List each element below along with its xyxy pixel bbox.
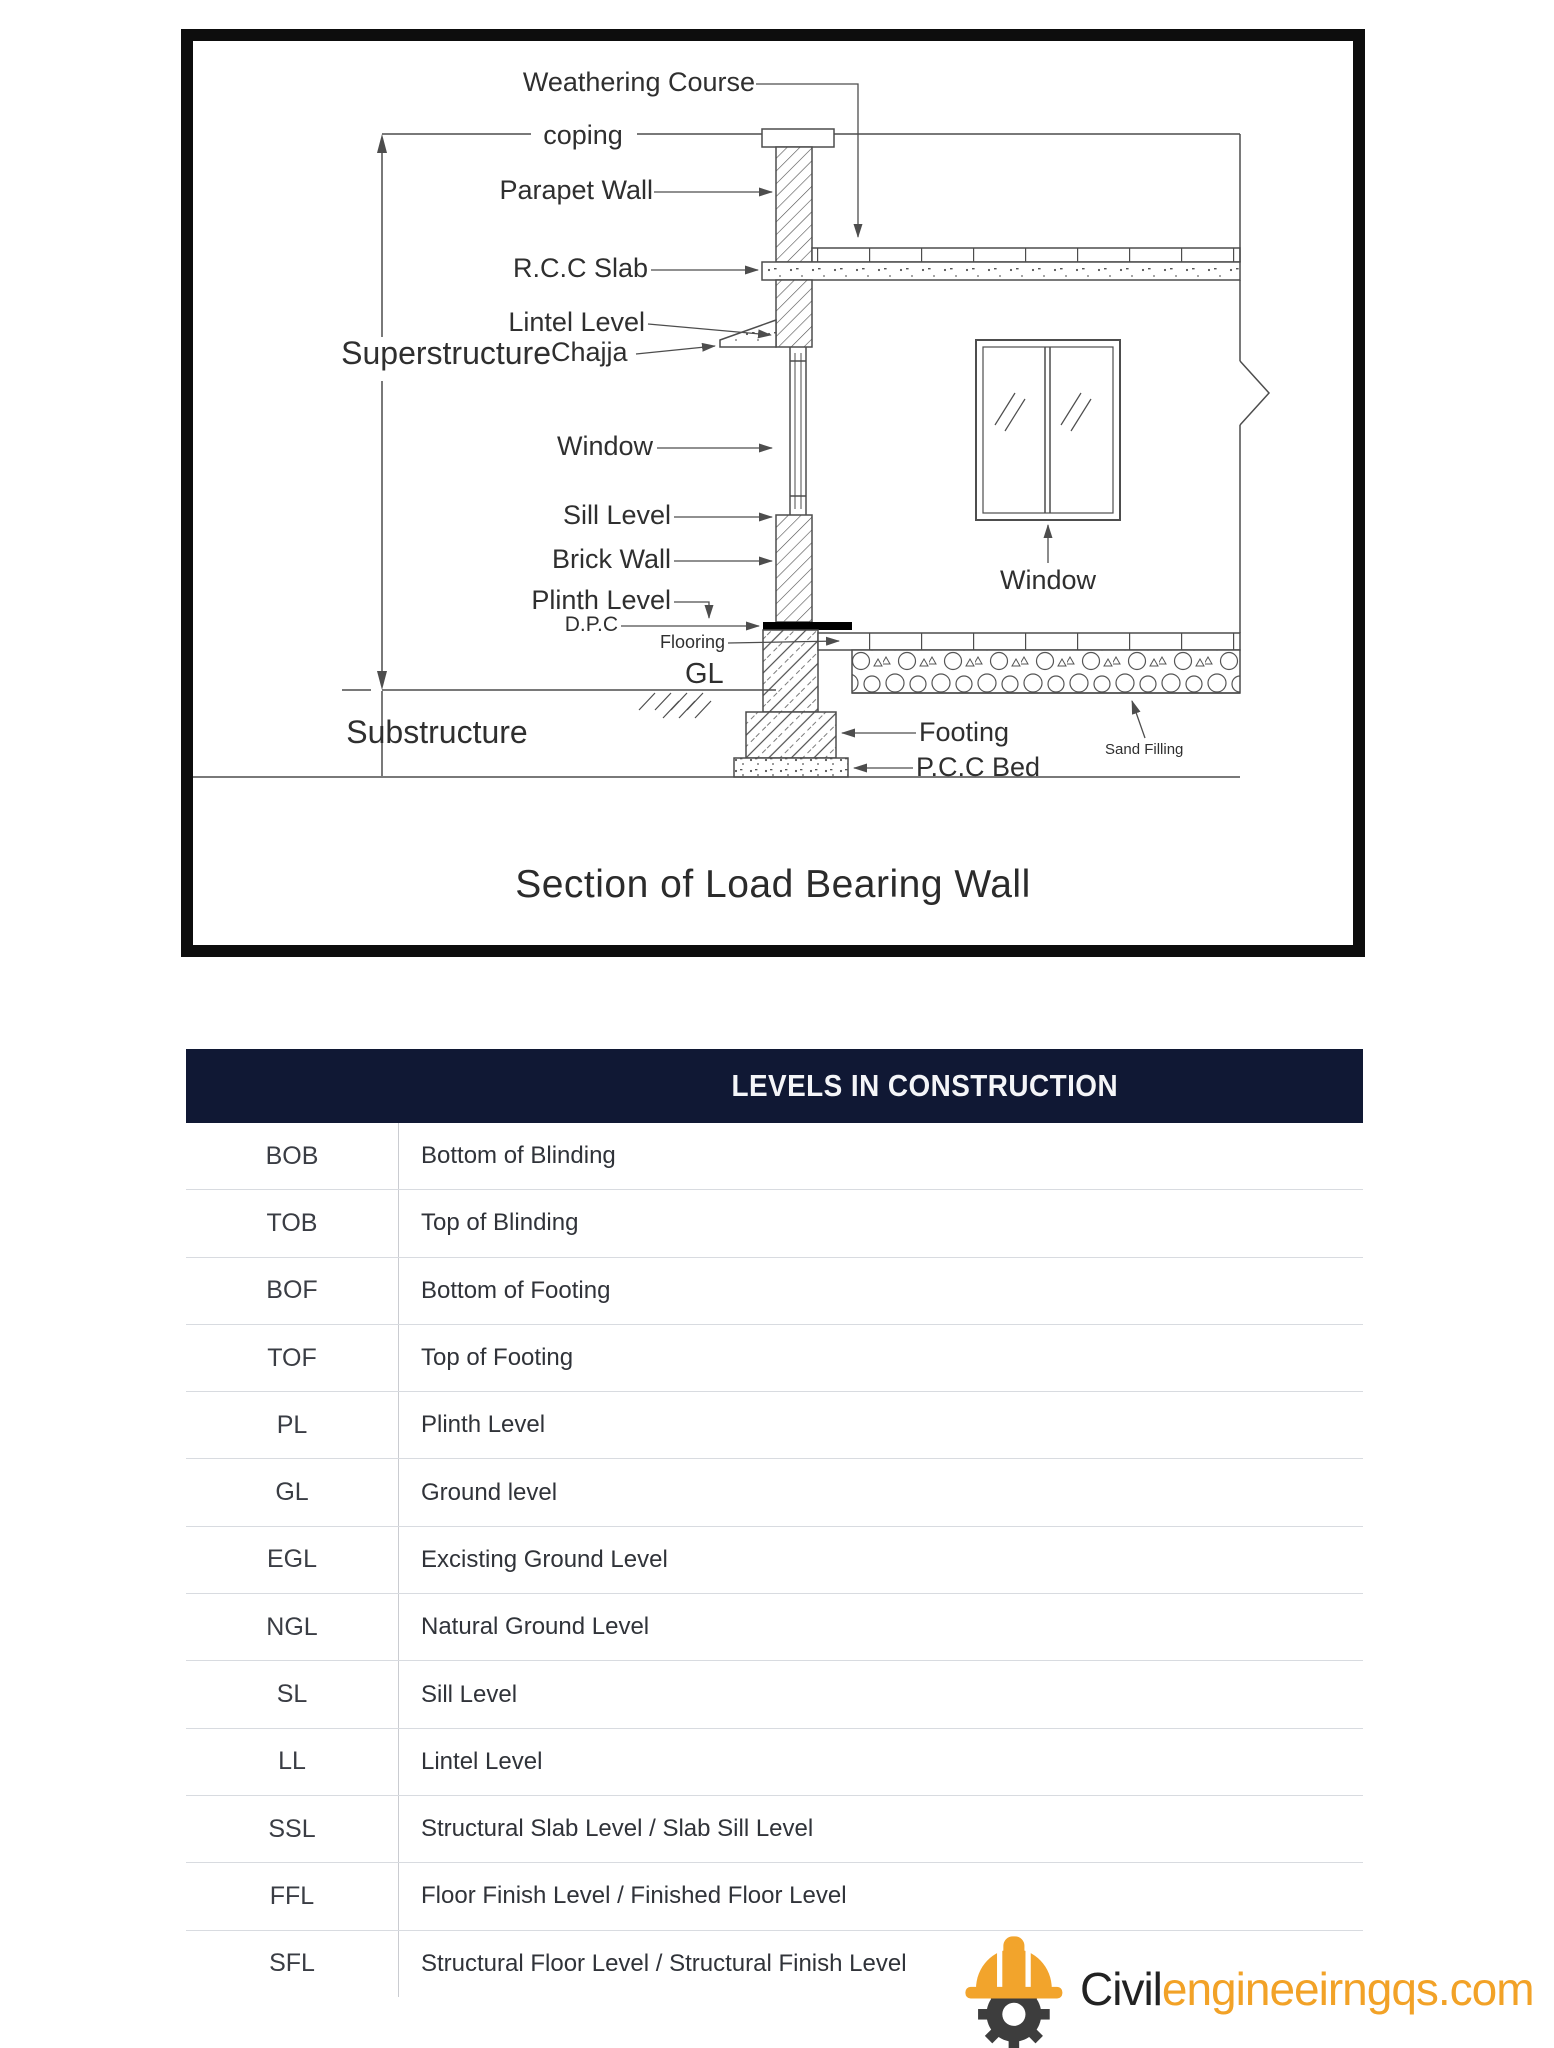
abbr-cell: PL — [186, 1392, 399, 1458]
abbr-cell: SL — [186, 1661, 399, 1727]
table-row — [186, 1863, 1363, 1930]
section-diagram-frame — [181, 29, 1365, 957]
meaning-cell: Top of Blinding — [421, 1209, 579, 1237]
sand-filling-layer — [852, 650, 1240, 693]
table-row — [186, 1258, 1363, 1325]
table-row — [186, 1796, 1363, 1863]
ground-hatch — [639, 693, 711, 718]
meaning-cell: Floor Finish Level / Finished Floor Level — [421, 1882, 847, 1910]
label-brick-wall: Brick Wall — [552, 544, 671, 574]
pcc-bed — [734, 758, 848, 777]
table-row — [186, 1527, 1363, 1594]
weathering-course-layer — [812, 248, 1240, 262]
site-logo — [952, 1930, 1534, 2048]
meaning-cell: Ground level — [421, 1478, 558, 1506]
label-coping: coping — [543, 120, 623, 150]
abbr-cell: NGL — [186, 1594, 399, 1660]
label-window-left: Window — [556, 431, 653, 461]
dimension-line — [342, 151, 382, 776]
logo-text-prefix: Civil — [1080, 1963, 1162, 2015]
label-sill-level: Sill Level — [562, 500, 671, 530]
label-dpc: D.P.C — [564, 613, 618, 636]
label-pcc-bed: P.C.C Bed — [916, 752, 1041, 782]
abbr-cell: LL — [186, 1729, 399, 1795]
meaning-cell: Excisting Ground Level — [421, 1545, 668, 1573]
label-window-right: Window — [999, 565, 1097, 595]
label-substructure: Substructure — [346, 714, 528, 750]
label-rcc-slab: R.C.C Slab — [512, 253, 648, 283]
meaning-cell: Plinth Level — [421, 1411, 546, 1439]
meaning-cell: Lintel Level — [421, 1747, 543, 1775]
meaning-cell: Top of Footing — [421, 1344, 574, 1372]
abbr-cell: SSL — [186, 1796, 399, 1862]
label-footing: Footing — [919, 717, 1010, 747]
window-elevation — [976, 340, 1120, 520]
abbr-cell: TOF — [186, 1325, 399, 1391]
table-row — [186, 1729, 1363, 1796]
logo-text-suffix: engineeirngqs.com — [1161, 1963, 1534, 2015]
table-row — [186, 1392, 1363, 1459]
dpc-band — [763, 622, 852, 630]
meaning-cell: Sill Level — [421, 1680, 518, 1708]
table-row — [186, 1123, 1363, 1190]
label-sand-filling: Sand Filling — [1105, 741, 1184, 758]
meaning-cell: Natural Ground Level — [421, 1613, 650, 1641]
hardhat-gear-icon — [952, 1930, 1080, 2048]
table-header — [186, 1049, 1363, 1123]
load-bearing-wall-drawing — [193, 41, 1353, 945]
label-weathering-course: Weathering Course — [522, 67, 755, 97]
table-row — [186, 1459, 1363, 1526]
flooring-layer — [818, 633, 1240, 650]
diagram-title: Section of Load Bearing Wall — [515, 863, 1031, 906]
meaning-cell: Bottom of Footing — [421, 1276, 611, 1304]
abbr-cell: GL — [186, 1459, 399, 1525]
rcc-slab — [762, 262, 1240, 280]
meaning-cell: Bottom of Blinding — [421, 1142, 616, 1170]
label-parapet-wall: Parapet Wall — [499, 175, 653, 205]
label-plinth-level: Plinth Level — [531, 585, 671, 615]
parapet-wall — [776, 147, 812, 262]
abbr-cell: FFL — [186, 1863, 399, 1929]
label-lintel-level: Lintel Level — [508, 307, 645, 337]
brick-wall — [776, 515, 812, 622]
table-header-text: LEVELS IN CONSTRUCTION — [731, 1068, 1118, 1103]
meaning-cell: Structural Floor Level / Structural Finish Level — [421, 1949, 907, 1977]
table-row — [186, 1325, 1363, 1392]
table-row — [186, 1594, 1363, 1661]
abbr-cell: BOB — [186, 1123, 399, 1189]
coping-block — [762, 129, 834, 147]
window-section — [790, 347, 806, 515]
abbr-cell: BOF — [186, 1258, 399, 1324]
label-chajja: Chajja — [551, 337, 628, 367]
abbr-cell: TOB — [186, 1190, 399, 1256]
label-flooring: Flooring — [659, 632, 725, 652]
table-row — [186, 1190, 1363, 1257]
label-superstructure: Superstructure — [341, 335, 551, 371]
meaning-cell: Structural Slab Level / Slab Sill Level — [421, 1815, 814, 1843]
table-row — [186, 1661, 1363, 1728]
abbr-cell: EGL — [186, 1527, 399, 1593]
right-wall-break — [1240, 134, 1269, 633]
levels-table — [186, 1049, 1363, 1997]
logo-text — [1080, 1962, 1534, 2016]
hardhat-icon — [965, 1936, 1062, 1998]
footing — [746, 712, 836, 758]
label-gl: GL — [685, 658, 724, 690]
abbr-cell: SFL — [186, 1931, 399, 1997]
